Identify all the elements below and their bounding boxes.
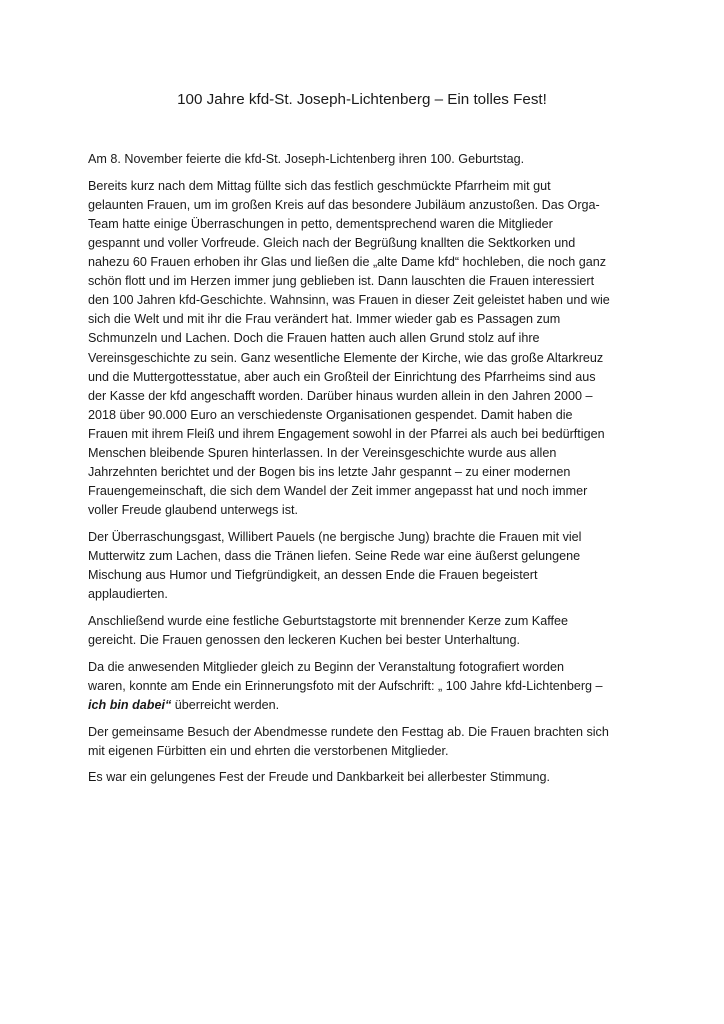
text-line: Da die anwesenden Mitglieder gleich zu Beginn der Veranstaltung fotografiert worden — [88, 659, 565, 674]
document-body — [88, 150, 648, 795]
emphasis-text: ich bin dabei“ — [88, 697, 172, 712]
text-line: Menschen bleibende Spuren hinterlassen. In der Vereinsgeschichte wurde aus allen — [88, 446, 557, 460]
text-line: sich die Welt und mit ihr die Frau verändert hat. Immer wieder gab es Passagen zum — [88, 312, 561, 327]
paragraph-photo — [88, 658, 648, 715]
text-line: der Kasse der kfd angeschafft worden. Darüber hinaus wurden allein in den Jahren 2000 – — [88, 388, 593, 403]
text-line: Team hatte einige Überraschungen in petto, dementsprechend waren die Mitglieder — [88, 216, 553, 231]
text-line: Am 8. November feierte die kfd-St. Joseph-Lichtenberg ihren 100. Geburtstag. — [88, 152, 525, 166]
text-line: 2018 über 90.000 Euro an verschiedenste Organisationen gespendet. Damit haben die — [88, 407, 573, 422]
text-line: applaudierten. — [88, 587, 168, 602]
text-line: Anschließend wurde eine festliche Geburtstagstorte mit brennender Kerze zum Kaffee — [88, 613, 568, 628]
text-line: Mischung aus Humor und Tiefgründigkeit, an dessen Ende die Frauen begeistert — [88, 568, 538, 583]
text-line: und die Muttergottesstatue, aber auch ein Großteil der Einrichtung des Pfarrheims sind aus — [88, 369, 596, 384]
text-line: Es war ein gelungenes Fest der Freude und Dankbarkeit bei allerbester Stimmung. — [88, 770, 551, 785]
text-line: gelaunten Frauen, um im großen Kreis auf das besondere Jubiläum anzustoßen. Das Orga- — [88, 197, 600, 212]
text-line: Schmunzeln und Lachen. Doch die Frauen hatten auch allen Grund stolz auf ihre — [88, 331, 540, 346]
text-line: Frauen mit ihrem Fleiß und ihrem Engagement sowohl in der Pfarrei als auch bei bedürftigen — [88, 426, 605, 441]
text-line: Bereits kurz nach dem Mittag füllte sich das festlich geschmückte Pfarrheim mit gut — [88, 178, 551, 193]
text-line: Der gemeinsame Besuch der Abendmesse rundete den Festtag ab. Die Frauen brachten sich — [88, 724, 609, 739]
text-line — [88, 696, 648, 715]
text-line: Mutterwitz zum Lachen, dass die Tränen liefen. Seine Rede war eine äußerst gelungene — [88, 549, 581, 564]
text-line: Frauengemeinschaft, die sich dem Wandel der Zeit immer angepasst hat und noch immer — [88, 484, 588, 499]
text-line: nahezu 60 Frauen erhoben ihr Glas und ließen die „alte Dame kfd“ hochleben, die noch ganz — [88, 255, 607, 270]
text-line: Der Überraschungsgast, Willibert Pauels (ne bergische Jung) brachte die Frauen mit viel — [88, 529, 582, 544]
text-line: Vereinsgeschichte zu sein. Ganz wesentliche Elemente der Kirche, wie das große Altarkreuz — [88, 350, 604, 365]
text-fragment: überreicht werden. — [171, 697, 280, 712]
text-line: waren, konnte am Ende ein Erinnerungsfoto mit der Aufschrift: „ 100 Jahre kfd-Lichtenberg – — [88, 678, 603, 693]
paragraph-cake — [88, 612, 648, 650]
text-line: Jahrzehnten berichtet und der Bogen bis ins letzte Jahr gespannt – zu einer modernen — [88, 465, 571, 480]
text-line: gereicht. Die Frauen genossen den leckeren Kuchen bei bester Unterhaltung. — [88, 633, 520, 648]
paragraph-closing — [88, 768, 648, 787]
paragraph-celebration — [88, 177, 648, 521]
text-line: schön flott und im Herzen immer jung geblieben ist. Dann lauschten die Frauen interessiert — [88, 274, 595, 289]
paragraph-surprise-guest — [88, 528, 648, 604]
text-line: den 100 Jahren kfd-Geschichte. Wahnsinn, was Frauen in dieser Zeit geleistet haben und wie — [88, 293, 610, 308]
document-title: 100 Jahre kfd-St. Joseph-Lichtenberg – Ein tolles Fest! — [177, 91, 547, 108]
text-line: voller Freude glaubend unterwegs ist. — [88, 503, 299, 518]
paragraph-intro — [88, 150, 648, 169]
paragraph-mass — [88, 723, 648, 761]
text-line: mit eigenen Fürbitten ein und ehrten die verstorbenen Mitglieder. — [88, 743, 449, 758]
text-line: gespannt und voller Vorfreude. Gleich nach der Begrüßung knallten die Sektkorken und — [88, 235, 576, 250]
